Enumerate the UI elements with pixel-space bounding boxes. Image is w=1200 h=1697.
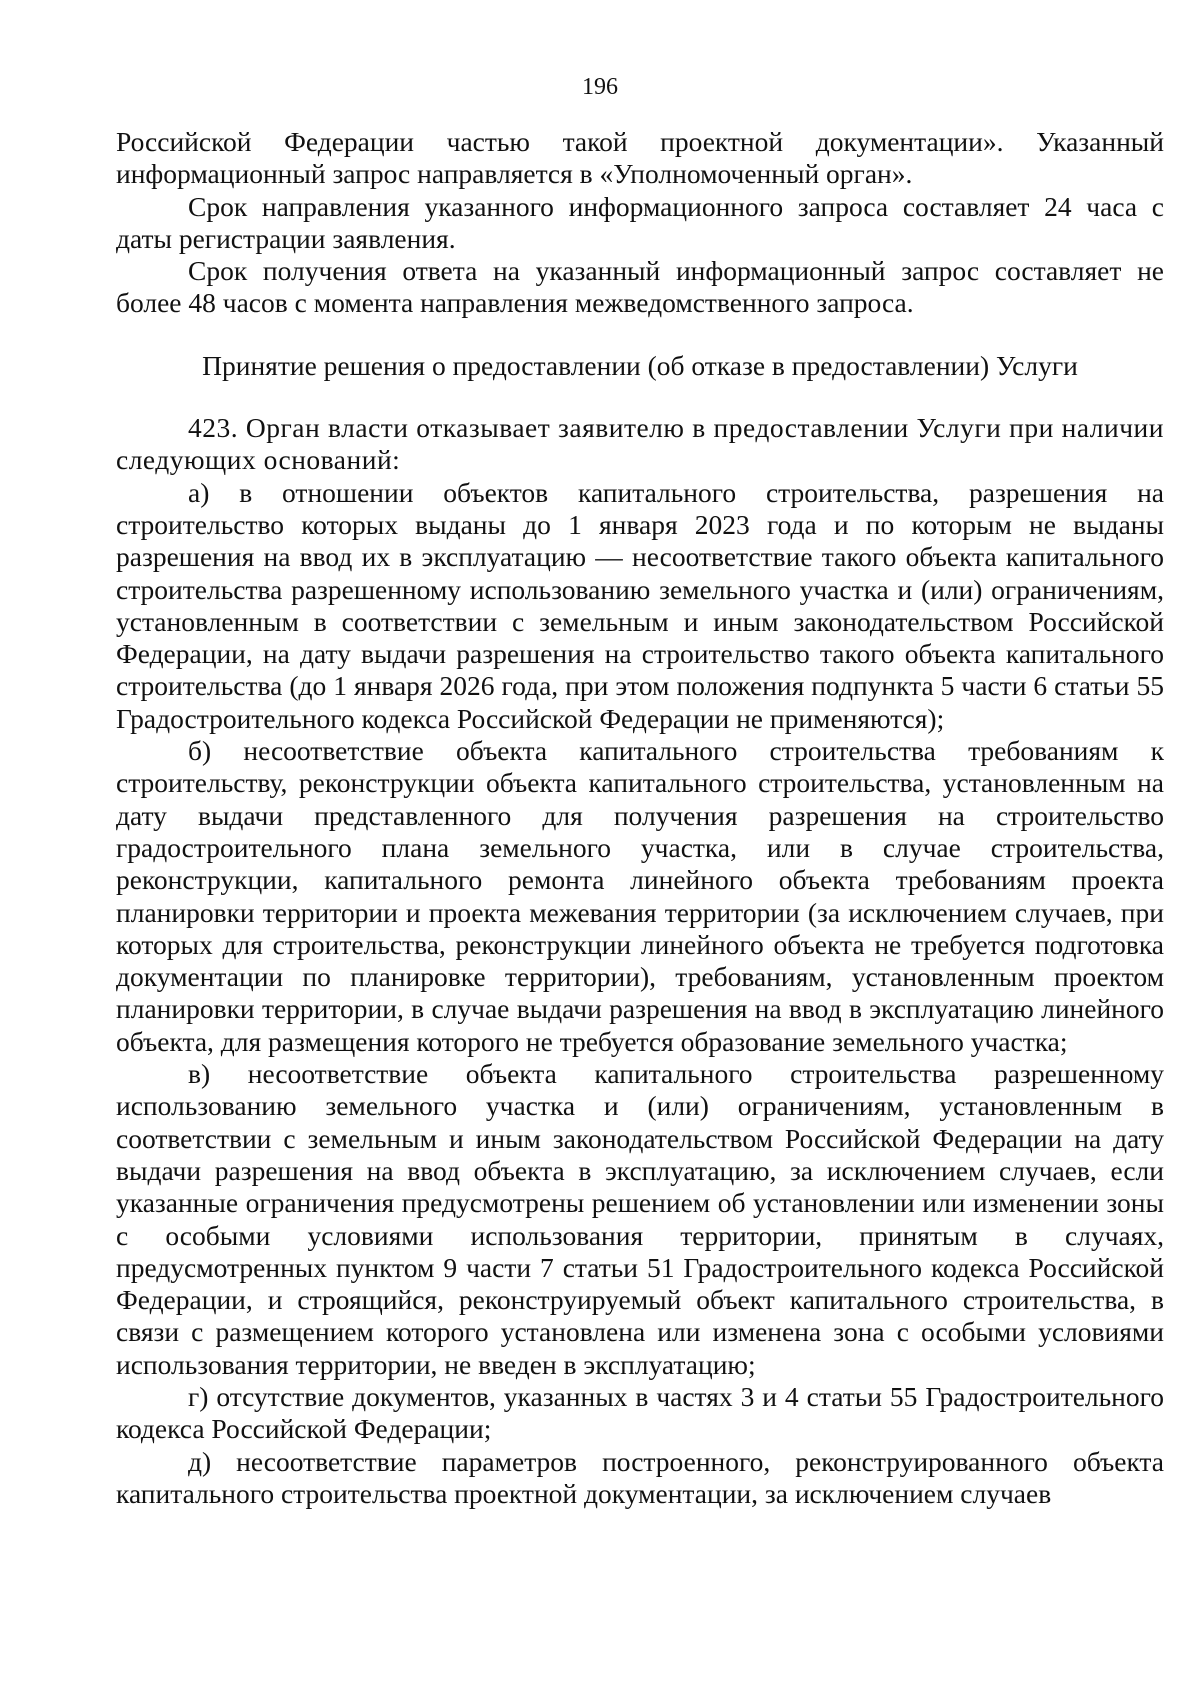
paragraph-request-deadline: Срок направления указанного информационного запроса составляет 24 часа с даты регистрации заявления.: [116, 190, 1164, 254]
paragraph-response-deadline: Срок получения ответа на указанный информационный запрос составляет не более 48 часов с момента направления межведомственного запроса.: [116, 255, 1164, 319]
list-item-a: а) в отношении объектов капитального строительства, разрешения на строительство которых выданы до 1 января 2023 года и по которым не выданы разрешения на ввод их в эксплуатацию — несоответствие такого объекта капитального строительства разрешенному использованию земельного участка и (или) ограничениям, установленным в соответствии с земельным и иным законодательством Российской Федерации, на дату выдачи разрешения на строительство такого объекта капитального строительства (до 1 января 2026 года, при этом положения подпункта 5 части 6 статьи 55 Градостроительного кодекса Российской Федерации не применяются);: [116, 476, 1164, 734]
section-heading: Принятие решения о предоставлении (об отказе в предоставлении) Услуги: [202, 349, 1078, 381]
page-number: 196: [582, 74, 618, 100]
list-item-v: в) несоответствие объекта капитального строительства разрешенному использованию земельного участка и (или) ограничениям, установленным в соответствии с земельным и иным законодательством Российской Федерации на дату выдачи разрешения на ввод объекта в эксплуатацию, за исключением случаев, если указанные ограничения предусмотрены решением об установлении или изменении зоны с особыми условиями использования территории, принятым в случаях, предусмотренных пунктом 9 части 7 статьи 51 Градостроительного кодекса Российской Федерации, и строящийся, реконструируемый объект капитального строительства, в связи с размещением которого установлена или изменена зона с особыми условиями использования территории, не введен в эксплуатацию;: [116, 1058, 1164, 1380]
list-item-b: б) несоответствие объекта капитального строительства требованиям к строительству, реконструкции объекта капитального строительства, установленным на дату выдачи представленного для получения разрешения на строительство градостроительного плана земельного участка, или в случае строительства, реконструкции, капитального ремонта линейного объекта требованиям проекта планировки территории и проекта межевания территории (за исключением случаев, при которых для строительства, реконструкции линейного объекта не требуется подготовка документации по планировке территории), требованиям, установленным проектом планировки территории, в случае выдачи разрешения на ввод в эксплуатацию линейного объекта, для размещения которого не требуется образование земельного участка;: [116, 735, 1164, 1057]
list-item-d: д) несоответствие параметров построенного, реконструированного объекта капитального строительства проектной документации, за исключением случаев: [116, 1445, 1164, 1509]
paragraph-continuation: Российской Федерации частью такой проектной документации». Указанный информационный запрос направляется в «Уполномоченный орган».: [116, 126, 1164, 190]
list-item-g: г) отсутствие документов, указанных в частях 3 и 4 статьи 55 Градостроительного кодекса Российской Федерации;: [116, 1380, 1164, 1445]
clause-423: 423. Орган власти отказывает заявителю в предоставлении Услуги при наличии следующих оснований:: [116, 412, 1164, 476]
document-body: [116, 126, 1164, 1510]
